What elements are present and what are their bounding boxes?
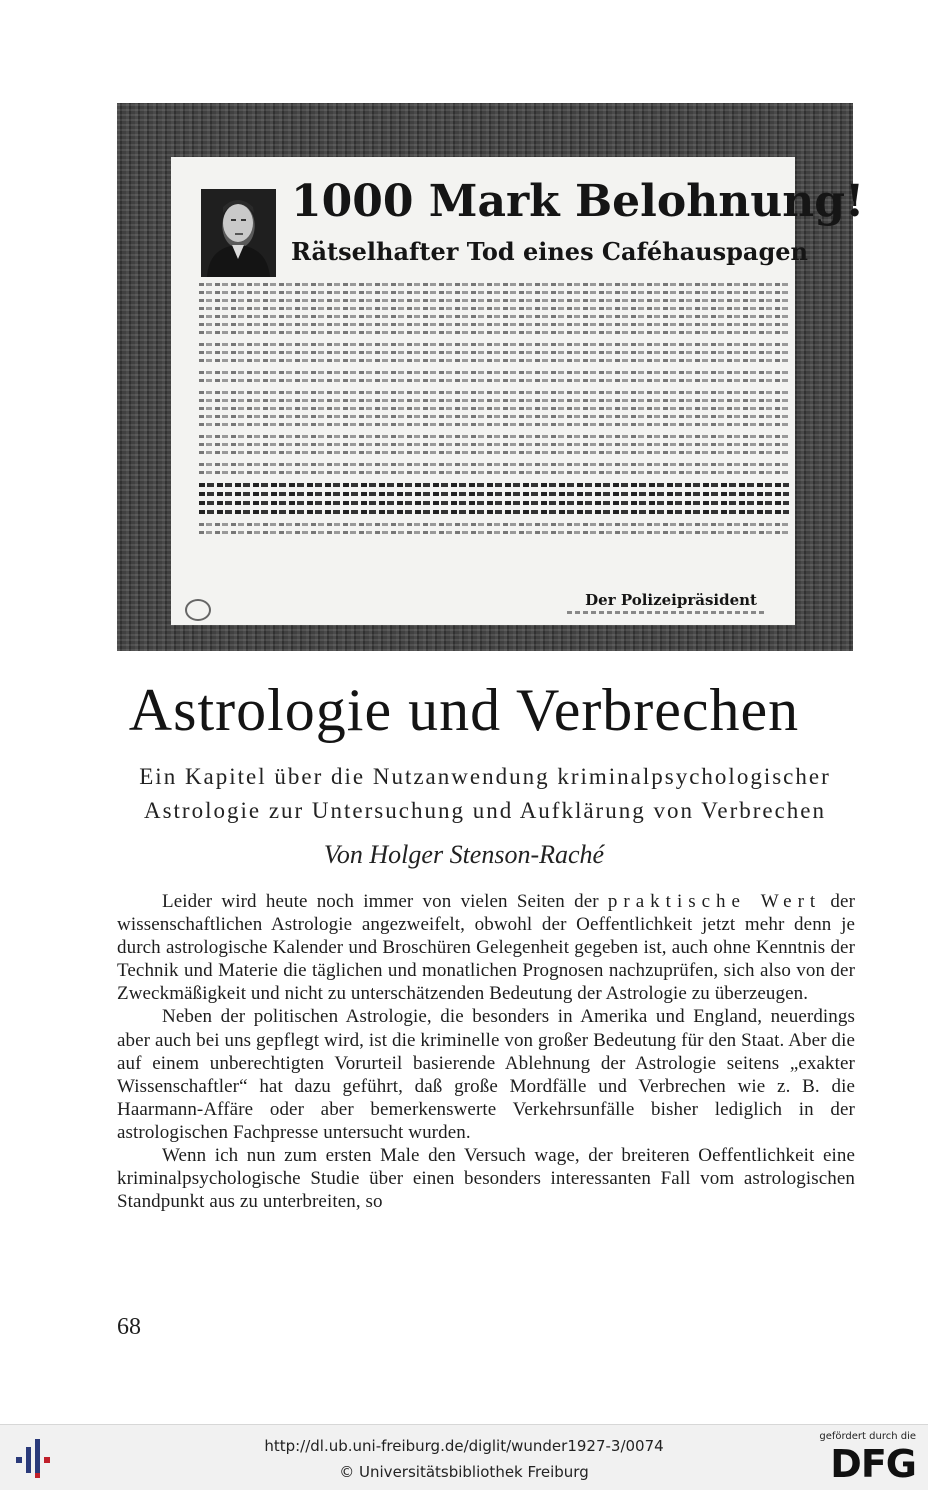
article-author: Von Holger Stenson-Raché (323, 840, 605, 869)
article-title: Astrologie und Verbrechen (128, 677, 800, 743)
poster-photograph (117, 103, 865, 651)
page-number: 68 (117, 1314, 141, 1340)
poster-signature: Der Polizeipräsident (585, 591, 757, 609)
article-subtitle-line-1: Ein Kapitel über die Nutzanwendung kriminalpsychologischer (139, 764, 831, 789)
poster-signature-detail (567, 611, 767, 614)
paragraph-3: Wenn ich nun zum ersten Male den Versuch wage, der breiteren Oeffentlichkeit eine kriminalpsychologische Studie über einen besonders interessanten Fall vom astrologischen Standpunkt aus zu unterbreiten, so (117, 1145, 855, 1213)
dfg-caption: gefördert durch die (819, 1431, 916, 1442)
dfg-logo: DFG (830, 1442, 916, 1486)
wanted-poster (171, 157, 865, 625)
copyright-notice: © Universitätsbibliothek Freiburg (339, 1463, 589, 1481)
permalink-url[interactable]: http://dl.ub.uni-freiburg.de/diglit/wunder1927-3/0074 (264, 1437, 664, 1455)
footer-bar (0, 1424, 928, 1490)
emphasis-text: praktische Wert (607, 891, 822, 912)
article-subtitle-line-2: Astrologie zur Untersuchung und Aufklärung von Verbrechen (143, 798, 827, 823)
paragraph-1: Leider wird heute noch immer von vielen Seiten der praktische Wert der wissenschaftlichen Astrologie angezweifelt, obwohl der Oeffentlichkeit jetzt mehr denn je durch astrologische Kalender und Broschüren Gelegenheit gegeben ist, auch ohne Kenntnis der Technik und Materie die täglichen und monatlichen Prognosen nachzuprüfen, sich also von der Zweckmäßigkeit und nicht zu unterschätzenden Bedeutung der Astrologie zu überzeugen. (117, 891, 855, 1005)
poster-headline: 1000 Mark Belohnung! (291, 176, 865, 227)
poster-subheadline: Rätselhafter Tod eines Caféhauspagen (291, 237, 808, 266)
portrait-photo (201, 189, 276, 277)
police-stamp (185, 599, 211, 621)
poster-body-text (199, 283, 789, 539)
article-body (117, 890, 855, 1213)
paragraph-2: Neben der politischen Astrologie, die besonders in Amerika und England, neuerdings aber auch bei uns gepflegt wird, ist die kriminelle von großer Bedeutung für den Staat. Aber die auf einem unberechtigten Vorurteil basierende Ablehnung der Astrologie seitens „exakter Wissenschaftler“ hat dazu geführt, daß große Mordfälle und Verbrechen wie z. B. die Haarmann-Affäre oder aber bemerkenswerte Verkehrsunfälle bisher lediglich in der astrologischen Fachpresse untersucht wurden. (117, 1006, 855, 1143)
